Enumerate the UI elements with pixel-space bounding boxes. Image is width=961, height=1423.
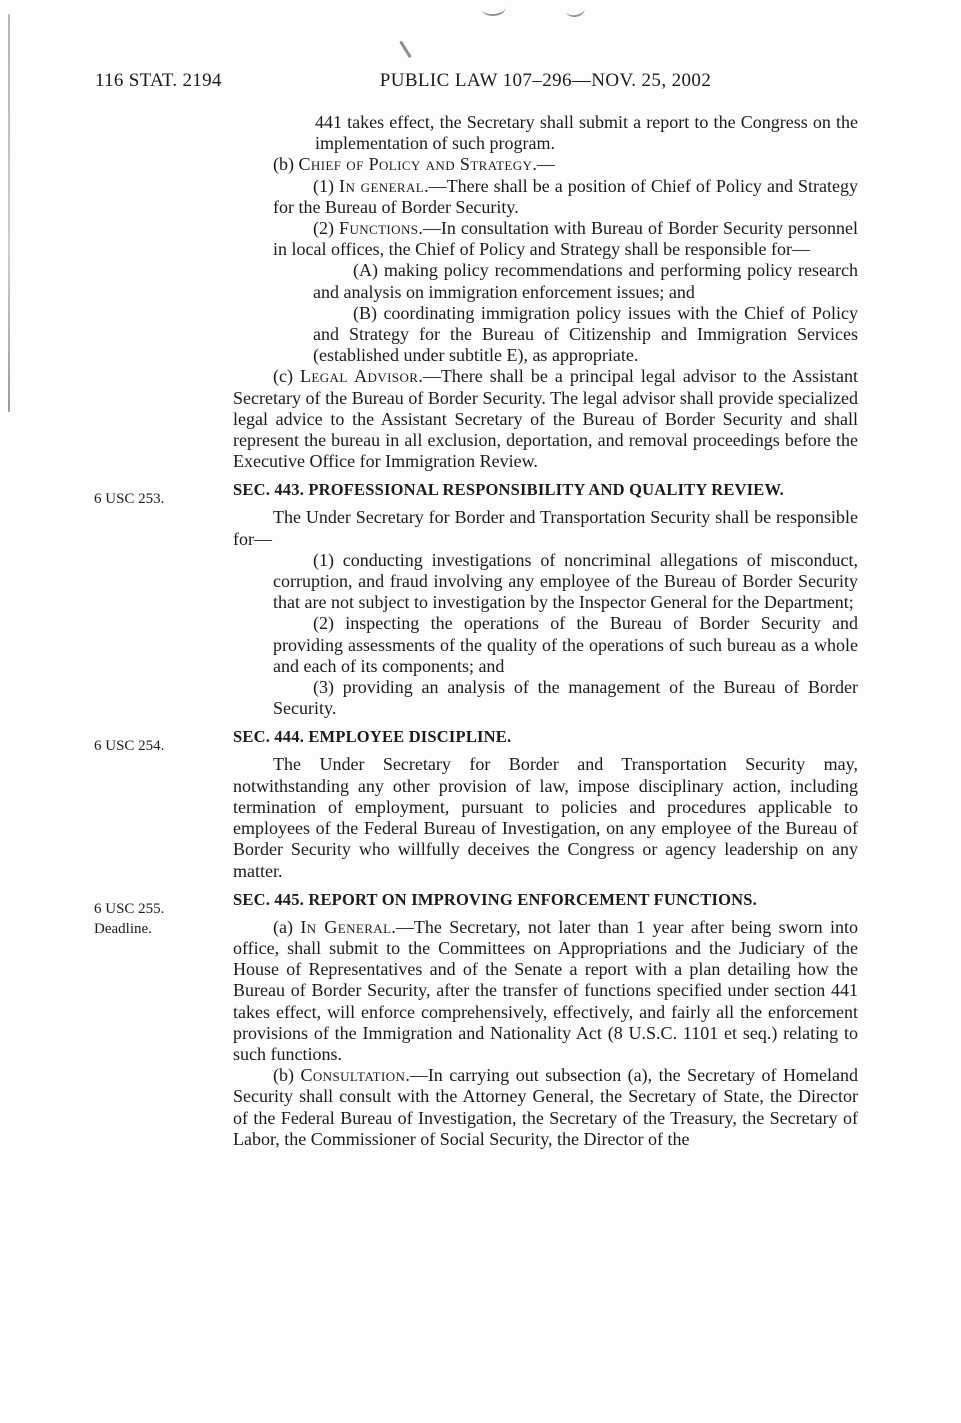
section-heading: SEC. 443. PROFESSIONAL RESPONSIBILITY AND QUALITY REVIEW. xyxy=(233,480,784,500)
margin-note: 6 USC 254. xyxy=(94,738,165,755)
smallcaps-run: In General xyxy=(300,916,392,937)
scan-artifact-curl xyxy=(482,4,507,17)
text-run: (3) providing an analysis of the management of the Bureau of Border Security. xyxy=(273,677,858,719)
text-run: (1) conducting investigations of noncriminal allegations of misconduct, corruption, and fraud involving any employee of the Bureau of Border Security that are not subject to investigation by the Inspector General for the Department; xyxy=(273,549,858,613)
page-stat-number: 116 STAT. 2194 xyxy=(95,70,222,91)
paragraph xyxy=(273,677,858,719)
statute-text xyxy=(94,112,859,1150)
paragraph xyxy=(233,507,858,549)
text-run: (2) xyxy=(313,218,340,239)
paragraph xyxy=(273,176,858,218)
margin-note: 6 USC 255. xyxy=(94,900,165,917)
paragraph xyxy=(313,303,858,367)
smallcaps-run: Consultation xyxy=(300,1065,406,1086)
section-heading: SEC. 444. EMPLOYEE DISCIPLINE. xyxy=(233,727,512,747)
text-run: (b) xyxy=(273,154,299,175)
paragraph xyxy=(273,550,858,614)
text-run: (A) making policy recommendations and performing policy research and analysis on immigration enforcement issues; and xyxy=(313,260,858,302)
text-run: .—There shall be a position of Chief of Policy and Strategy for the Bureau of Border Security. xyxy=(273,175,859,217)
smallcaps-run: Legal Advisor xyxy=(300,366,419,387)
paragraph xyxy=(273,218,858,260)
text-run: .—In carrying out subsection (a), the Secretary of Homeland Security shall consult with the Attorney General, the Secretary of State, the Director of the Federal Bureau of Investigation, the Secretary of the Treasury, the Secretary of Labor, the Commissioner of Social Security, the Director of the xyxy=(233,1065,858,1149)
scan-artifact-edge-line xyxy=(8,14,10,412)
running-head-law-title: PUBLIC LAW 107–296—NOV. 25, 2002 xyxy=(379,70,712,91)
annotated-block xyxy=(94,479,858,508)
annotated-block xyxy=(94,889,858,917)
text-run: The Under Secretary for Border and Transportation Security may, notwithstanding any other provision of law, impose disciplinary action, including termination of employment, pursuant to policies and procedures applicable to employees of the Federal Bureau of Investigation, on any employee of the Bureau of Border Security who willfully deceives the Congress or agency leadership on any matter. xyxy=(233,754,858,881)
text-run: .—In consultation with Bureau of Border Security personnel in local offices, the Chief of Policy and Strategy shall be responsible for— xyxy=(273,218,858,260)
text-run: (b) xyxy=(273,1065,301,1086)
margin-note: Deadline. xyxy=(94,920,152,937)
text-run: (1) xyxy=(313,175,340,196)
text-run: (B) coordinating immigration policy issues with the Chief of Policy and Strategy for the Bureau of Citizenship and Immigration Services (established under subtitle E), as appropriate. xyxy=(313,302,858,366)
text-run: (2) inspecting the operations of the Bureau of Border Security and providing assessments of the quality of the operations of such bureau as a whole and each of its components; and xyxy=(273,613,858,676)
annotated-block xyxy=(94,726,858,755)
text-run: .—There shall be a principal legal advisor to the Assistant Secretary of the Bureau of Border Security. The legal advisor shall provide specialized legal advice to the Assistant Secretary of the Bureau of Border Security and shall represent the bureau in all exclusion, deportation, and removal proceedings before the Executive Office for Immigration Review. xyxy=(233,366,858,472)
annotated-block xyxy=(94,916,858,1065)
text-run: (c) xyxy=(273,366,301,387)
text-run: .—The Secretary, not later than 1 year after being sworn into office, shall submit to the Committees on Appropriations and the Judiciary of the House of Representatives and of the Senate a report with a plan detailing how the Bureau of Border Security, after the transfer of functions specified under section 441 takes effect, will enforce comprehensively, effectively, and fairly all the enforcement provisions of the Immigration and Nationality Act (8 U.S.C. 1101 et seq.) relating to such functions. xyxy=(233,916,858,1064)
section-heading: SEC. 445. REPORT ON IMPROVING ENFORCEMENT FUNCTIONS. xyxy=(233,889,757,909)
paragraph xyxy=(233,154,858,175)
paragraph xyxy=(233,917,858,1065)
smallcaps-run: In general xyxy=(339,175,425,196)
paragraph xyxy=(313,260,858,302)
margin-note: 6 USC 253. xyxy=(94,491,165,508)
scan-artifact-slash xyxy=(399,41,411,58)
text-run: The Under Secretary for Border and Transportation Security shall be responsible for— xyxy=(233,507,858,549)
paragraph xyxy=(233,366,858,472)
paragraph xyxy=(315,112,858,154)
text-run: 441 takes effect, the Secretary shall submit a report to the Congress on the implementation of such program. xyxy=(315,112,858,154)
text-run: (a) xyxy=(273,916,301,937)
smallcaps-run: Functions xyxy=(339,218,419,239)
scan-artifact-curl xyxy=(565,6,585,19)
paragraph xyxy=(233,1065,858,1150)
text-run: .— xyxy=(532,154,555,175)
paragraph xyxy=(273,613,858,677)
smallcaps-run: Chief of Policy and Strategy xyxy=(298,154,533,175)
paragraph xyxy=(233,754,858,881)
